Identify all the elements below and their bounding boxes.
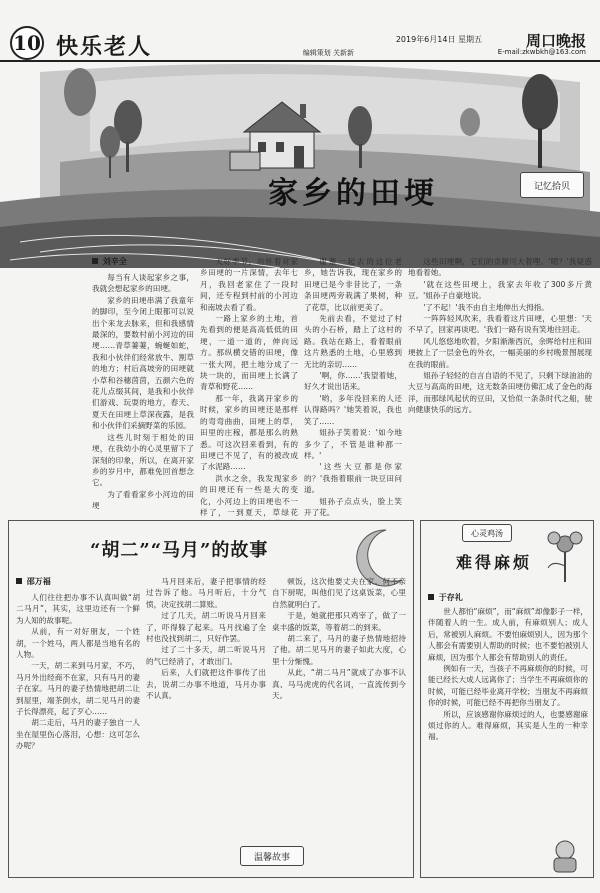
paragraph: 过了二十多天，胡二听说马月的气已经消了，才敢出门。 (146, 645, 266, 666)
paragraph: 从此，“胡二马月”就成了办事不认真、马马虎虎的代名词，一直流传到今天。 (272, 668, 406, 701)
paragraph: 这些儿时刻于相处的田埂，在我幼小的心灵里留下了深刻的印象，所以，在离开家乡的岁月中，都难免回首想念它。 (92, 432, 194, 488)
paragraph: 马月回来后，妻子把事情的经过告诉了他。马月听后，十分气愤，决定找胡二算账。 (146, 577, 266, 609)
essay-column-1 (428, 606, 588, 838)
paragraph: '了不起！'我不由自主地伸出大拇指。 (423, 302, 549, 312)
paragraph: 那一年，我离开家乡的时候，家乡的田埂还是那样的弯弯曲曲，田埂上的草，田里的庄稼，都是那么的熟悉。可这次回来看到，有的田埂已不见了，有的被改成了水泥路…… (200, 393, 298, 472)
paragraph: 一天，胡二来到马月家，不巧，马月外出经商不在家，只有马月的妻子在家。马月的妻子热情地把胡二让到屋里，端茶倒水，胡二见马月的妻子长得漂亮，起了歹心…… (16, 661, 140, 717)
paragraph: 家乡的田埂串满了我童年的脚印，至今闭上眼都可以说出个来龙去脉来，但和我感情最深的，要数村前小河边的田埂……青草萋萋，蜿蜒如蛇，我和小伙伴们经常放牛、割草的地方；村后高坡旁的田埂就小草和谷穗茵茵，五颜六色的花儿点缀其间，是我和小伙伴们游戏、玩耍的地方，春天、夏天在田埂上草深夜露，是我和小伙伴们采摘野菜的乐园。 (92, 295, 194, 431)
paragraph: 姐孙子轻轻的自言自语的不见了，只剩下绿油油的大豆与高高的田埂，这无数条田埂仿佛汇成了金色的海洋，而那绿风起伏的豆田，又恰似一条条时代之船，驶向健康快乐的远方。 (408, 371, 592, 415)
paragraph: 从前，有一对好朋友，一个姓胡，一个姓马，两人都是当地有名的人物。 (16, 627, 140, 660)
paragraph: '哟，多年没回来的人还认得路吗？'她笑着说，我也笑了…… (304, 393, 402, 426)
paragraph: 风儿悠悠地吹着，夕阳渐渐西沉，余晖给村庄和田埂披上了一层金色的外衣，一幅美丽的乡村晚景图展现在我的眼前。 (408, 336, 592, 369)
story-column-3 (272, 576, 406, 840)
paragraph: 于是，她就把那只鸡宰了，做了一桌丰盛的饭菜，等着胡二的到来。 (272, 611, 406, 632)
paragraph: 胡二走后，马月的妻子独自一人坐在屋里伤心落泪，心想：这可怎么办呢？ (16, 718, 140, 751)
editors-credit: 编辑策划 关新新 (302, 49, 354, 57)
paragraph: 顿饭，这次他要丈夫在家。何不亲自下厨呢，叫他们见了这桌饭菜，心里自然就明白了。 (272, 577, 406, 609)
paragraph: '这些大豆都是你家的？'我指着眼前一块豆田问道。 (304, 462, 402, 495)
paragraph: 姐孙子点点头，脸上笑开了花。 (304, 496, 402, 517)
paragraph: 一路上家乡的土地，首先看到的便是高高低低的田埂，一道一道的，伸向远方。那纵横交错的田埂，像一张大网，把土地分成了一块一块的，而田埂上长满了青草和野花…… (200, 314, 298, 392)
cartoon-illustration-icon (540, 836, 590, 874)
story-author-byline (16, 576, 51, 587)
main-column-3 (304, 256, 402, 517)
paragraph: 过了几天，胡二听说马月回来了，吓得躲了起来。马月找遍了全村也没找到胡二，只好作罢。 (146, 611, 266, 644)
paragraph: '啊，你……'我望着她，好久才说出话来。 (304, 371, 402, 392)
paragraph: 世人都怕“麻烦”，而“麻烦”却像影子一样，伴随着人的一生。成人前，有麻烦别人；成人后，常被别人麻烦。不要怕麻烦别人，因为那个人都会有需要别人帮助的时候；也不要怕被别人麻烦，因为那个人都会有帮助别人的责任。 (428, 607, 589, 662)
section-title: 快乐老人 (56, 34, 153, 60)
paragraph: 这些田埂啊，它们的贡献可大着哩。'嗯？'我疑惑地看着她。 (408, 257, 592, 278)
paragraph: 每当有人谈起家乡之事，我就会想起家乡的田埂。 (92, 273, 194, 294)
paragraph: 先前去看，不觉过了村头的小石桥，踏上了这村的路。我站在路上，看着眼前这片熟悉的土地，心里感到无比的亲切…… (304, 314, 402, 369)
paragraph: 大好季节，也怀着对家乡田埂的一片深情，去年七月，我回老家住了一段时间，还专程到村前的小河边和南坡去看了看。 (200, 257, 298, 312)
main-article-title: 家乡的田埂 (268, 176, 438, 211)
story-column-2 (146, 576, 266, 872)
main-author-byline (92, 256, 127, 267)
paragraph: 后来，人们就把这件事传了出去，说胡二办事不地道，马月办事不认真。 (146, 668, 266, 701)
page-number: 10 (10, 26, 44, 60)
essay-column-tag: 心灵鸡汤 (462, 524, 512, 542)
paragraph: 谢谢一起去的这位老乡，她告诉我，现在家乡的田埂已是今非昔比了，一条条田埂两旁栽满了果树，种了花草，比以前更美了。 (304, 257, 402, 312)
story-title: “胡二”“马月”的故事 (90, 540, 269, 561)
paragraph: 洪水之余，我发现家乡的田埂还有一些是大的变化，小河边上的田埂也不一样了，一到夏天，草绿花 (200, 473, 298, 517)
page-header (0, 0, 600, 62)
paragraph: '就在这些田埂上，我家去年收了300多斤黄豆。'姐孙子自豪地说。 (408, 279, 592, 301)
hero-illustration (0, 62, 600, 268)
paragraph: 胡二来了，马月的妻子热情地招待了他。胡二见马月的妻子如此大度，心里十分惭愧。 (272, 634, 406, 666)
contact-email: E-mail:zkwbkh@163.com (497, 48, 586, 56)
column-stamp: 记忆拾贝 (520, 172, 584, 198)
paragraph: 人们往往把办事不认真叫做“胡二马月”，其实，这里边还有一个鲜为人知的故事呢。 (16, 593, 140, 625)
paragraph: 一阵阵轻风吹来，我看着这片田埂，心里想：'天不早了，回家再谈吧。'我们一路有说有笑地往回走。 (408, 314, 592, 335)
paragraph: 例如有一天，当孩子不再麻烦你的时候，可能已经长大成人远离你了；当学生不再麻烦你的时候，可能已经毕业离开学校；当朋友不再麻烦你的时候，可能已经不再把你当朋友了。 (428, 664, 588, 708)
paragraph: 为了看看家乡小河边的田埂 (92, 489, 194, 511)
newspaper-name: 周口晚报 (525, 32, 586, 50)
story-author-name: 邵万福 (26, 577, 51, 586)
story-column-tag: 温馨故事 (240, 846, 304, 866)
main-column-4 (408, 256, 592, 512)
essay-author-name: 于存礼 (438, 593, 463, 602)
story-column-1 (16, 592, 140, 872)
essay-title: 难得麻烦 (456, 553, 533, 572)
paragraph: 姐孙子笑着说：'如今地多少了，不管是谁种都一样。' (304, 428, 402, 460)
main-column-1 (92, 272, 194, 512)
issue-date: 2019年6月14日 星期五 (395, 35, 482, 44)
main-column-2 (200, 256, 298, 517)
paragraph: 所以，应该感谢你麻烦过的人，也要感谢麻烦过你的人。难得麻烦，其实是人生的一种幸福。 (428, 709, 588, 742)
flower-decoration-icon (540, 524, 590, 584)
main-author-name: 刘辛全 (102, 257, 127, 266)
countryside-landscape-image (0, 62, 600, 268)
essay-author-byline (428, 592, 463, 603)
